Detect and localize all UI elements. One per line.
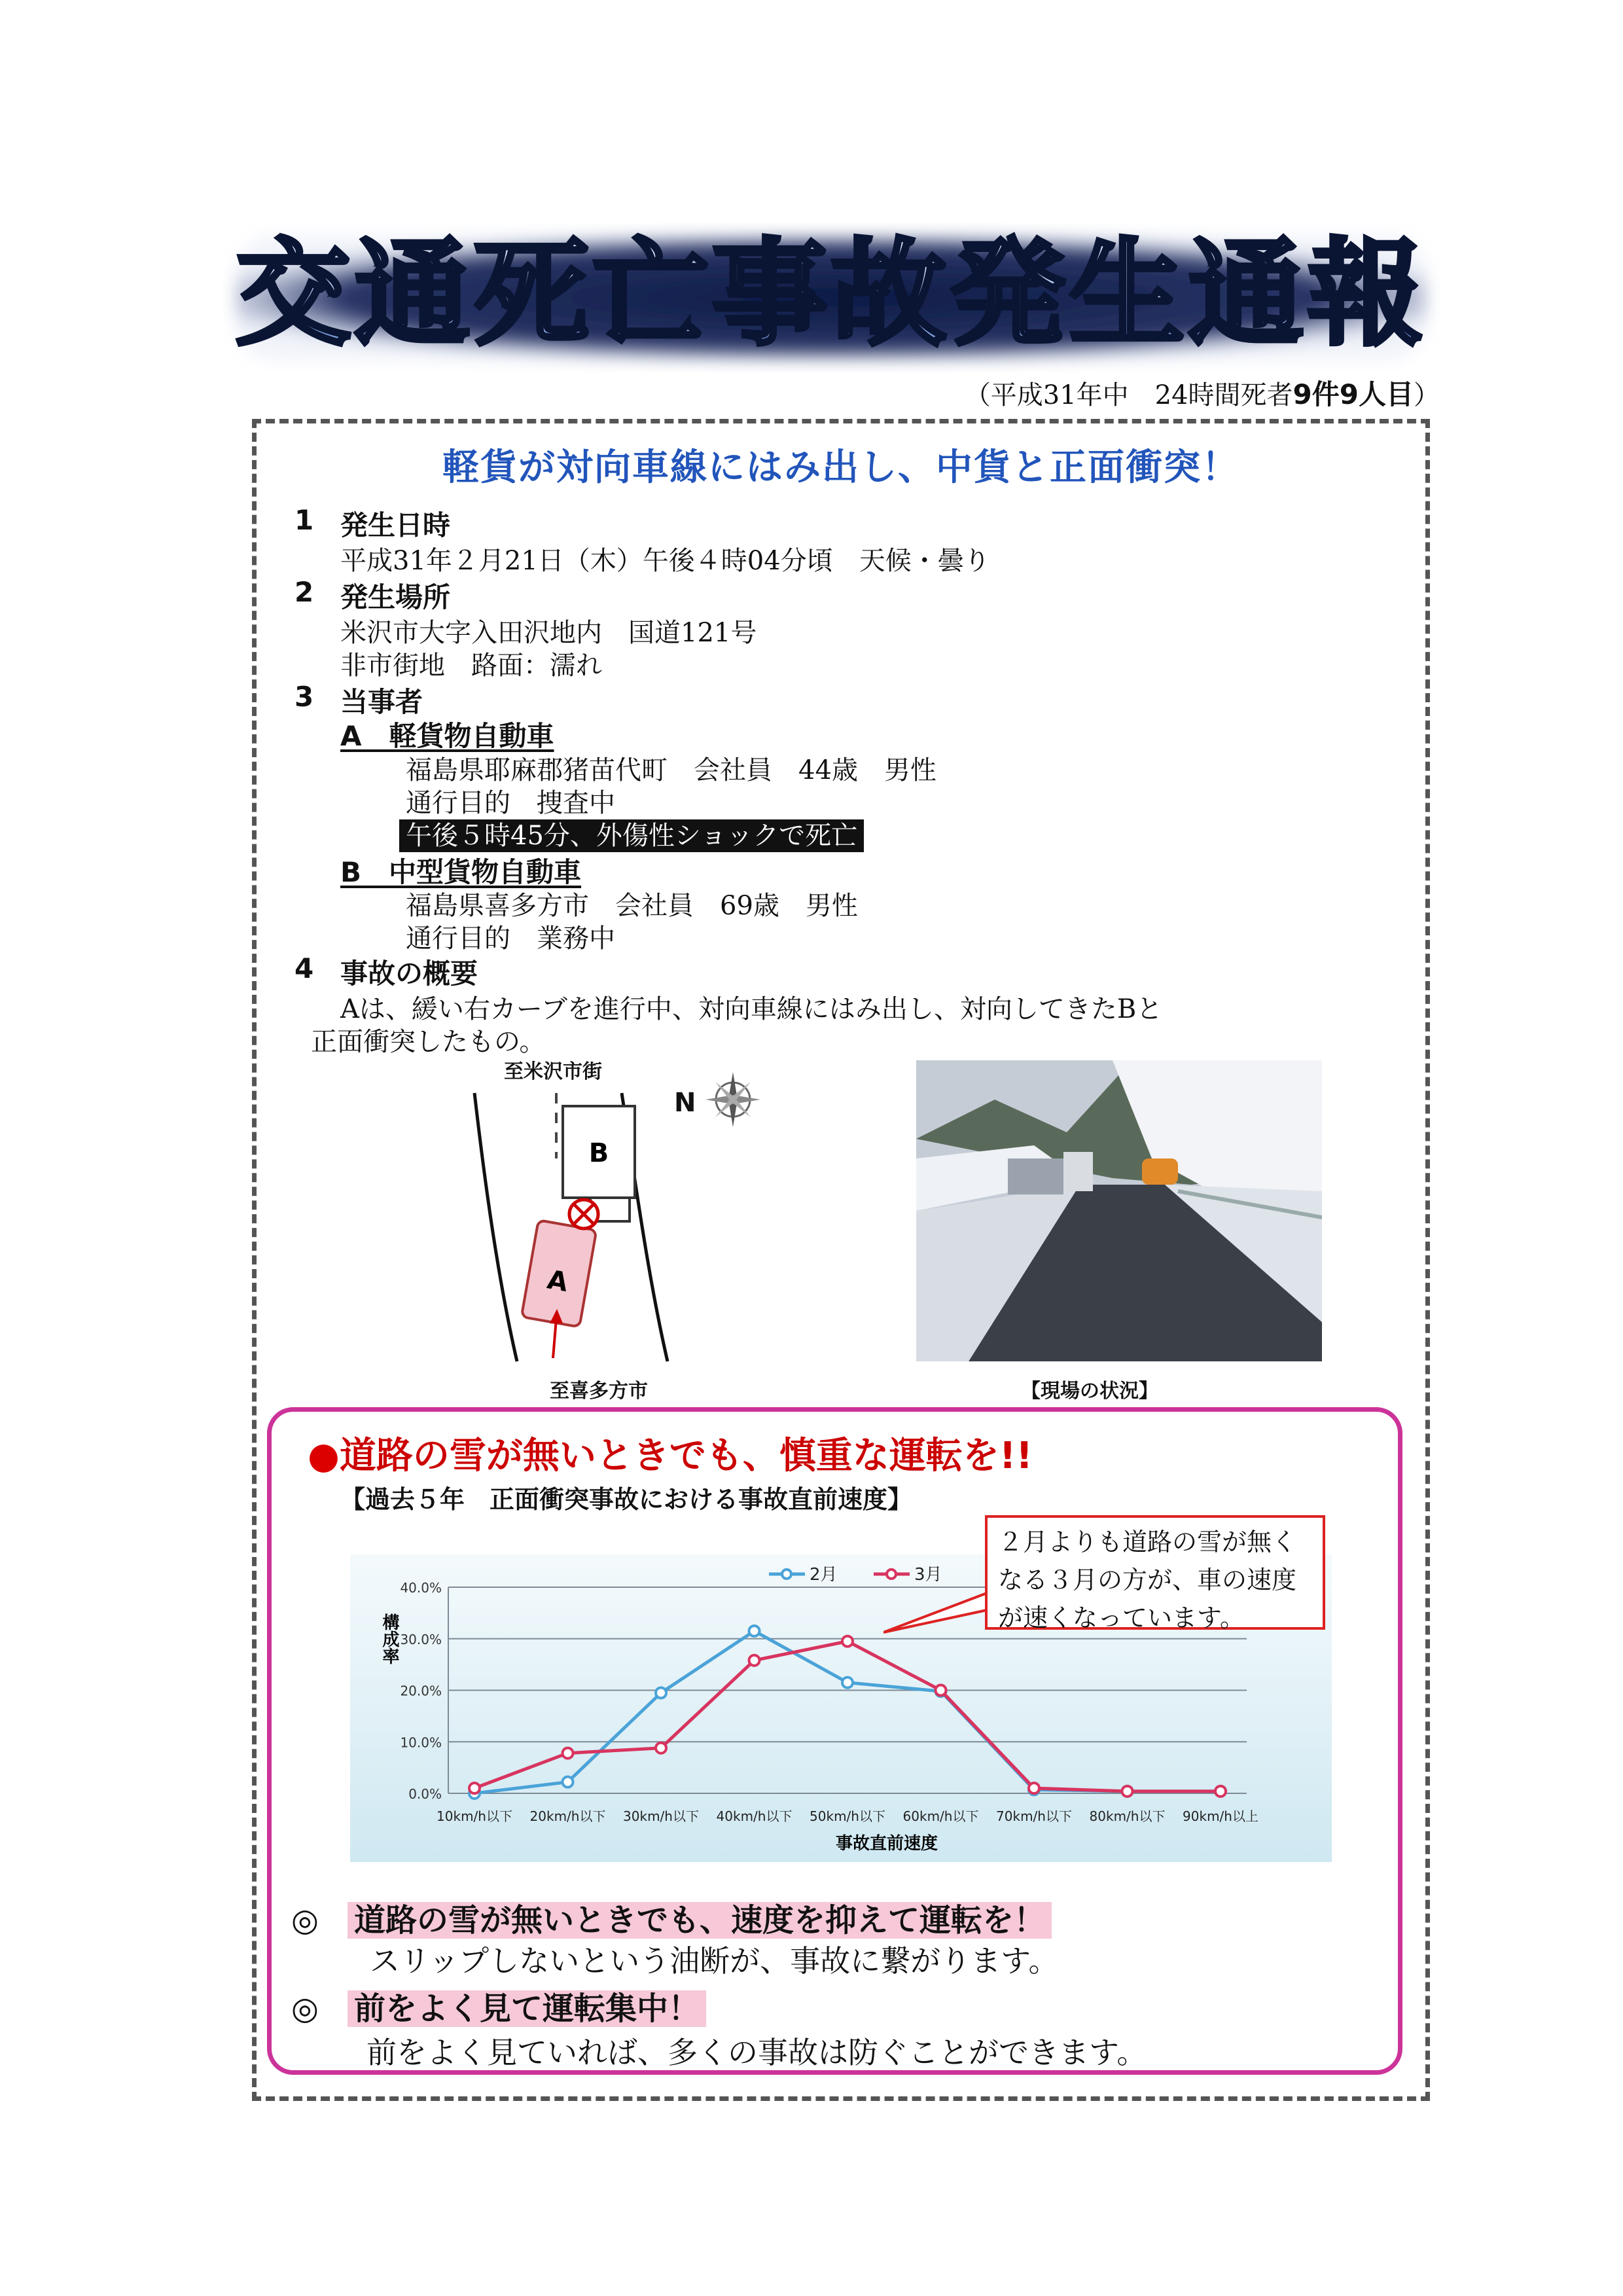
legend-label: 2月 <box>810 1565 838 1585</box>
section-4-number: 4 <box>294 952 314 984</box>
y-tick-label: 40.0% <box>400 1580 442 1596</box>
x-tick-label: 10km/h以下 <box>437 1808 512 1824</box>
vehicle-a-label: A <box>544 1265 571 1298</box>
section-4-line-2: 正面衝突したもの。 <box>311 1027 546 1057</box>
data-point <box>1215 1786 1226 1797</box>
compass-icon <box>704 1070 762 1129</box>
headline: 軽貨が対向車線にはみ出し、中貨と正面衝突！ <box>442 446 1240 489</box>
party-b-title: B 中型貨物自動車 <box>340 856 582 888</box>
party-a-title: A 軽貨物自動車 <box>340 720 554 752</box>
point-2-sub: 前をよく見ていれば、多くの事故は防ぐことができます。 <box>366 2035 1147 2070</box>
section-2-number: 2 <box>294 576 314 608</box>
y-tick-label: 0.0% <box>408 1786 442 1802</box>
x-tick-label: 30km/h以下 <box>623 1808 699 1824</box>
section-1-title: 発生日時 <box>340 509 451 541</box>
double-circle-icon: ◎ <box>291 1902 319 1939</box>
y-tick-label: 20.0% <box>400 1683 442 1699</box>
chart-subtitle: 【過去５年 正面衝突事故における事故直前速度】 <box>340 1485 913 1514</box>
period-note-count: 9件9人目 <box>1293 378 1414 410</box>
title-banner <box>223 216 1440 380</box>
party-a-highlight <box>399 815 864 852</box>
party-a-line-2: 通行目的 捜査中 <box>406 788 615 818</box>
scene-photo <box>916 1060 1322 1361</box>
diagram-top-label: 至米沢市街 <box>504 1060 602 1083</box>
x-tick-label: 80km/h以下 <box>1089 1808 1166 1824</box>
north-label: N <box>674 1088 696 1118</box>
data-point <box>936 1685 946 1696</box>
diagram-bottom-label: 至喜多方市 <box>550 1380 648 1403</box>
point-1-text: 道路の雪が無いときでも、速度を抑えて運転を！ <box>348 1902 1052 1939</box>
party-b-line-1: 福島県喜多方市 会社員 69歳 男性 <box>406 891 858 921</box>
data-point <box>469 1783 480 1793</box>
data-point <box>656 1743 666 1753</box>
section-1-line: 平成31年２月21日（木）午後４時04分頃 天候・曇り <box>340 546 990 576</box>
section-4-line-1: Aは、緩い右カーブを進行中、対向車線にはみ出し、対向してきたBと <box>340 994 1163 1024</box>
period-note <box>903 373 1440 412</box>
data-point <box>842 1636 853 1647</box>
section-3-title: 当事者 <box>340 686 423 718</box>
x-tick-label: 70km/h以下 <box>996 1808 1072 1824</box>
vehicle-b-label: B <box>588 1138 609 1168</box>
callout: ２月よりも道路の雪が無くなる３月の方が、車の速度が速くなっています。 <box>985 1515 1325 1630</box>
x-tick-label: 20km/h以下 <box>529 1808 606 1824</box>
section-3-number: 3 <box>294 681 314 713</box>
direction-arrow <box>553 1319 556 1358</box>
x-axis-label: 事故直前速度 <box>835 1834 938 1854</box>
x-tick-label: 60km/h以下 <box>902 1808 979 1824</box>
party-a-line-1: 福島県耶麻郡猪苗代町 会社員 44歳 男性 <box>406 755 936 785</box>
point-2 <box>291 1983 706 2028</box>
y-tick-label: 10.0% <box>400 1734 442 1751</box>
data-point <box>563 1748 573 1759</box>
road-left-edge <box>474 1093 517 1361</box>
legend-label: 3月 <box>914 1565 942 1585</box>
bullet-icon: ● <box>308 1435 340 1477</box>
data-point <box>563 1777 573 1787</box>
title-text: 交通死亡事故発生通報 <box>235 227 1427 361</box>
photo-caption: 【現場の状況】 <box>1021 1380 1158 1403</box>
y-axis-label: 構成率 <box>380 1613 399 1664</box>
legend-marker <box>782 1570 791 1579</box>
data-point <box>656 1687 666 1698</box>
x-tick-label: 90km/h以上 <box>1183 1808 1258 1824</box>
period-note-prefix: （平成31年中 24時間死者 <box>964 380 1293 410</box>
data-point <box>1029 1783 1039 1793</box>
double-circle-icon: ◎ <box>291 1990 319 2027</box>
section-2-title: 発生場所 <box>340 581 451 613</box>
section-2-line-1: 米沢市大字入田沢地内 国道121号 <box>340 618 757 648</box>
y-tick-label: 30.0% <box>400 1631 442 1647</box>
warning-headline <box>308 1427 1033 1479</box>
legend-marker <box>887 1570 896 1579</box>
collision-icon <box>569 1200 598 1229</box>
x-tick-label: 50km/h以下 <box>810 1808 885 1824</box>
data-point <box>749 1655 760 1666</box>
point-1 <box>291 1895 1052 1940</box>
point-1-sub: スリップしないという油断が、事故に繋がります。 <box>370 1943 1059 1979</box>
x-tick-label: 40km/h以下 <box>716 1808 793 1824</box>
period-note-suffix: ） <box>1414 380 1440 410</box>
party-a-highlight-text: 午後５時45分、外傷性ショックで死亡 <box>399 819 864 852</box>
data-point <box>842 1677 853 1688</box>
data-point <box>749 1626 760 1636</box>
party-b-line-2: 通行目的 業務中 <box>406 924 615 954</box>
section-4-title: 事故の概要 <box>340 958 478 990</box>
section-1-number: 1 <box>294 504 314 536</box>
section-2-line-2: 非市街地 路面：濡れ <box>340 651 602 681</box>
warning-headline-text: 道路の雪が無いときでも、慎重な運転を!! <box>339 1435 1033 1477</box>
point-2-text: 前をよく見て運転集中！ <box>348 1990 706 2027</box>
data-point <box>1122 1786 1133 1797</box>
